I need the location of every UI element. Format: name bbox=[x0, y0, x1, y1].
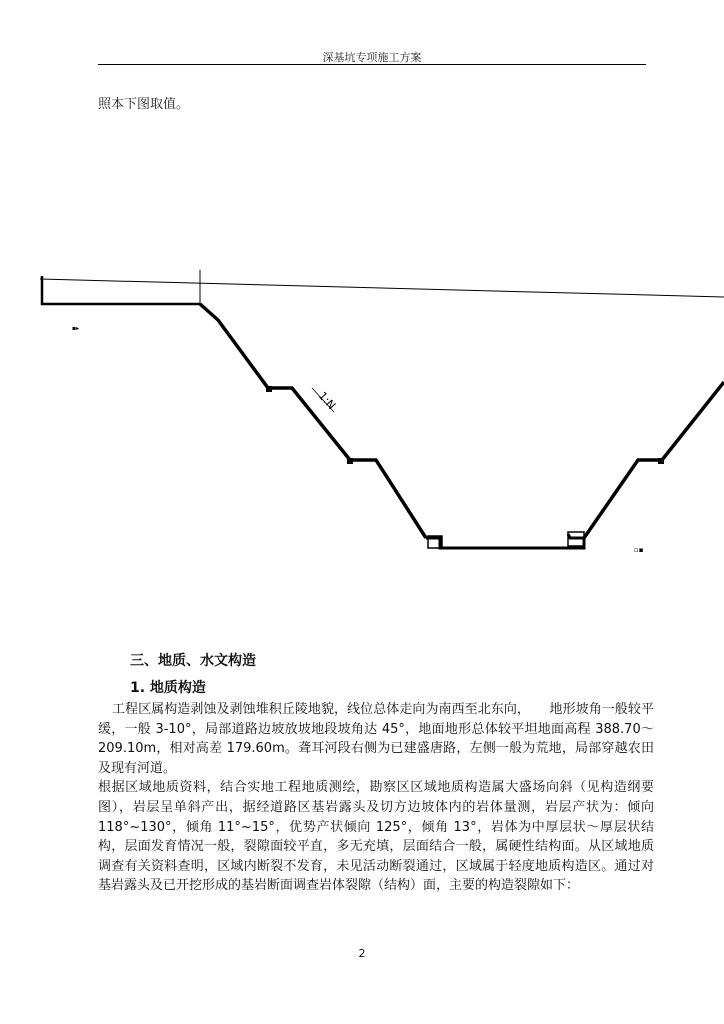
ground-line bbox=[40, 279, 724, 297]
intro-text: 照本下图取值。 bbox=[98, 97, 190, 112]
berm-marker bbox=[347, 458, 353, 464]
left-small-mark: ▪▸ bbox=[72, 325, 80, 332]
body-text bbox=[98, 700, 654, 896]
left-slope-profile bbox=[200, 304, 426, 538]
slope-ratio-label: 1:N bbox=[315, 389, 339, 413]
page-header-title: 深基坑专项施工方案 bbox=[322, 51, 422, 64]
left-edge-marker bbox=[42, 276, 200, 304]
header-rule bbox=[98, 64, 646, 65]
paragraph: 工程区属构造剥蚀及剥蚀堆积丘陵地貌，线位总体走向为南西至北东向， 地形坡角一般较平缓，一般 3-10°，局部道路边坡放坡地段坡角达 45°，地面地形总体较平坦地面高程 388.70～209.10m，相对高差 179.60m。聋耳河段右侧为已建盛唐路，左侧一般为荒地，局部穿越农田及现有河道。 bbox=[98, 702, 654, 776]
right-slope-profile bbox=[584, 382, 724, 538]
excavation-section-drawing bbox=[0, 262, 724, 562]
section-heading: 三、地质、水文构造 bbox=[130, 653, 256, 669]
page-number: 2 bbox=[358, 947, 366, 960]
pit-bottom bbox=[426, 534, 584, 548]
right-small-mark: ▫▪ bbox=[634, 546, 644, 554]
paragraph: 根据区域地质资料，结合实地工程地质测绘，勘察区区域地质构造属大盛场向斜（见构造纲要图），岩层呈单斜产出，据经道路区基岩露头及切方边坡体内的岩体量测，岩层产状为：倾向 118°~130°，倾角 11°~15°，优势产状倾向 125°，倾角 13°，岩体为中厚层状～厚层状结构，层面发育情况一般，裂隙面较平直，多无充填，层面结合一般，属硬性结构面。从区域地质调查有关资料查明，区域内断裂不发育，未见活动断裂通过，区域属于轻度地质构造区。通过对基岩露头及已开挖形成的基岩断面调查岩体裂隙（结构）面，主要的构造裂隙如下： bbox=[98, 780, 654, 894]
berm-marker bbox=[266, 386, 272, 392]
berm-marker bbox=[658, 458, 664, 464]
subsection-heading: 1. 地质构造 bbox=[130, 680, 206, 696]
